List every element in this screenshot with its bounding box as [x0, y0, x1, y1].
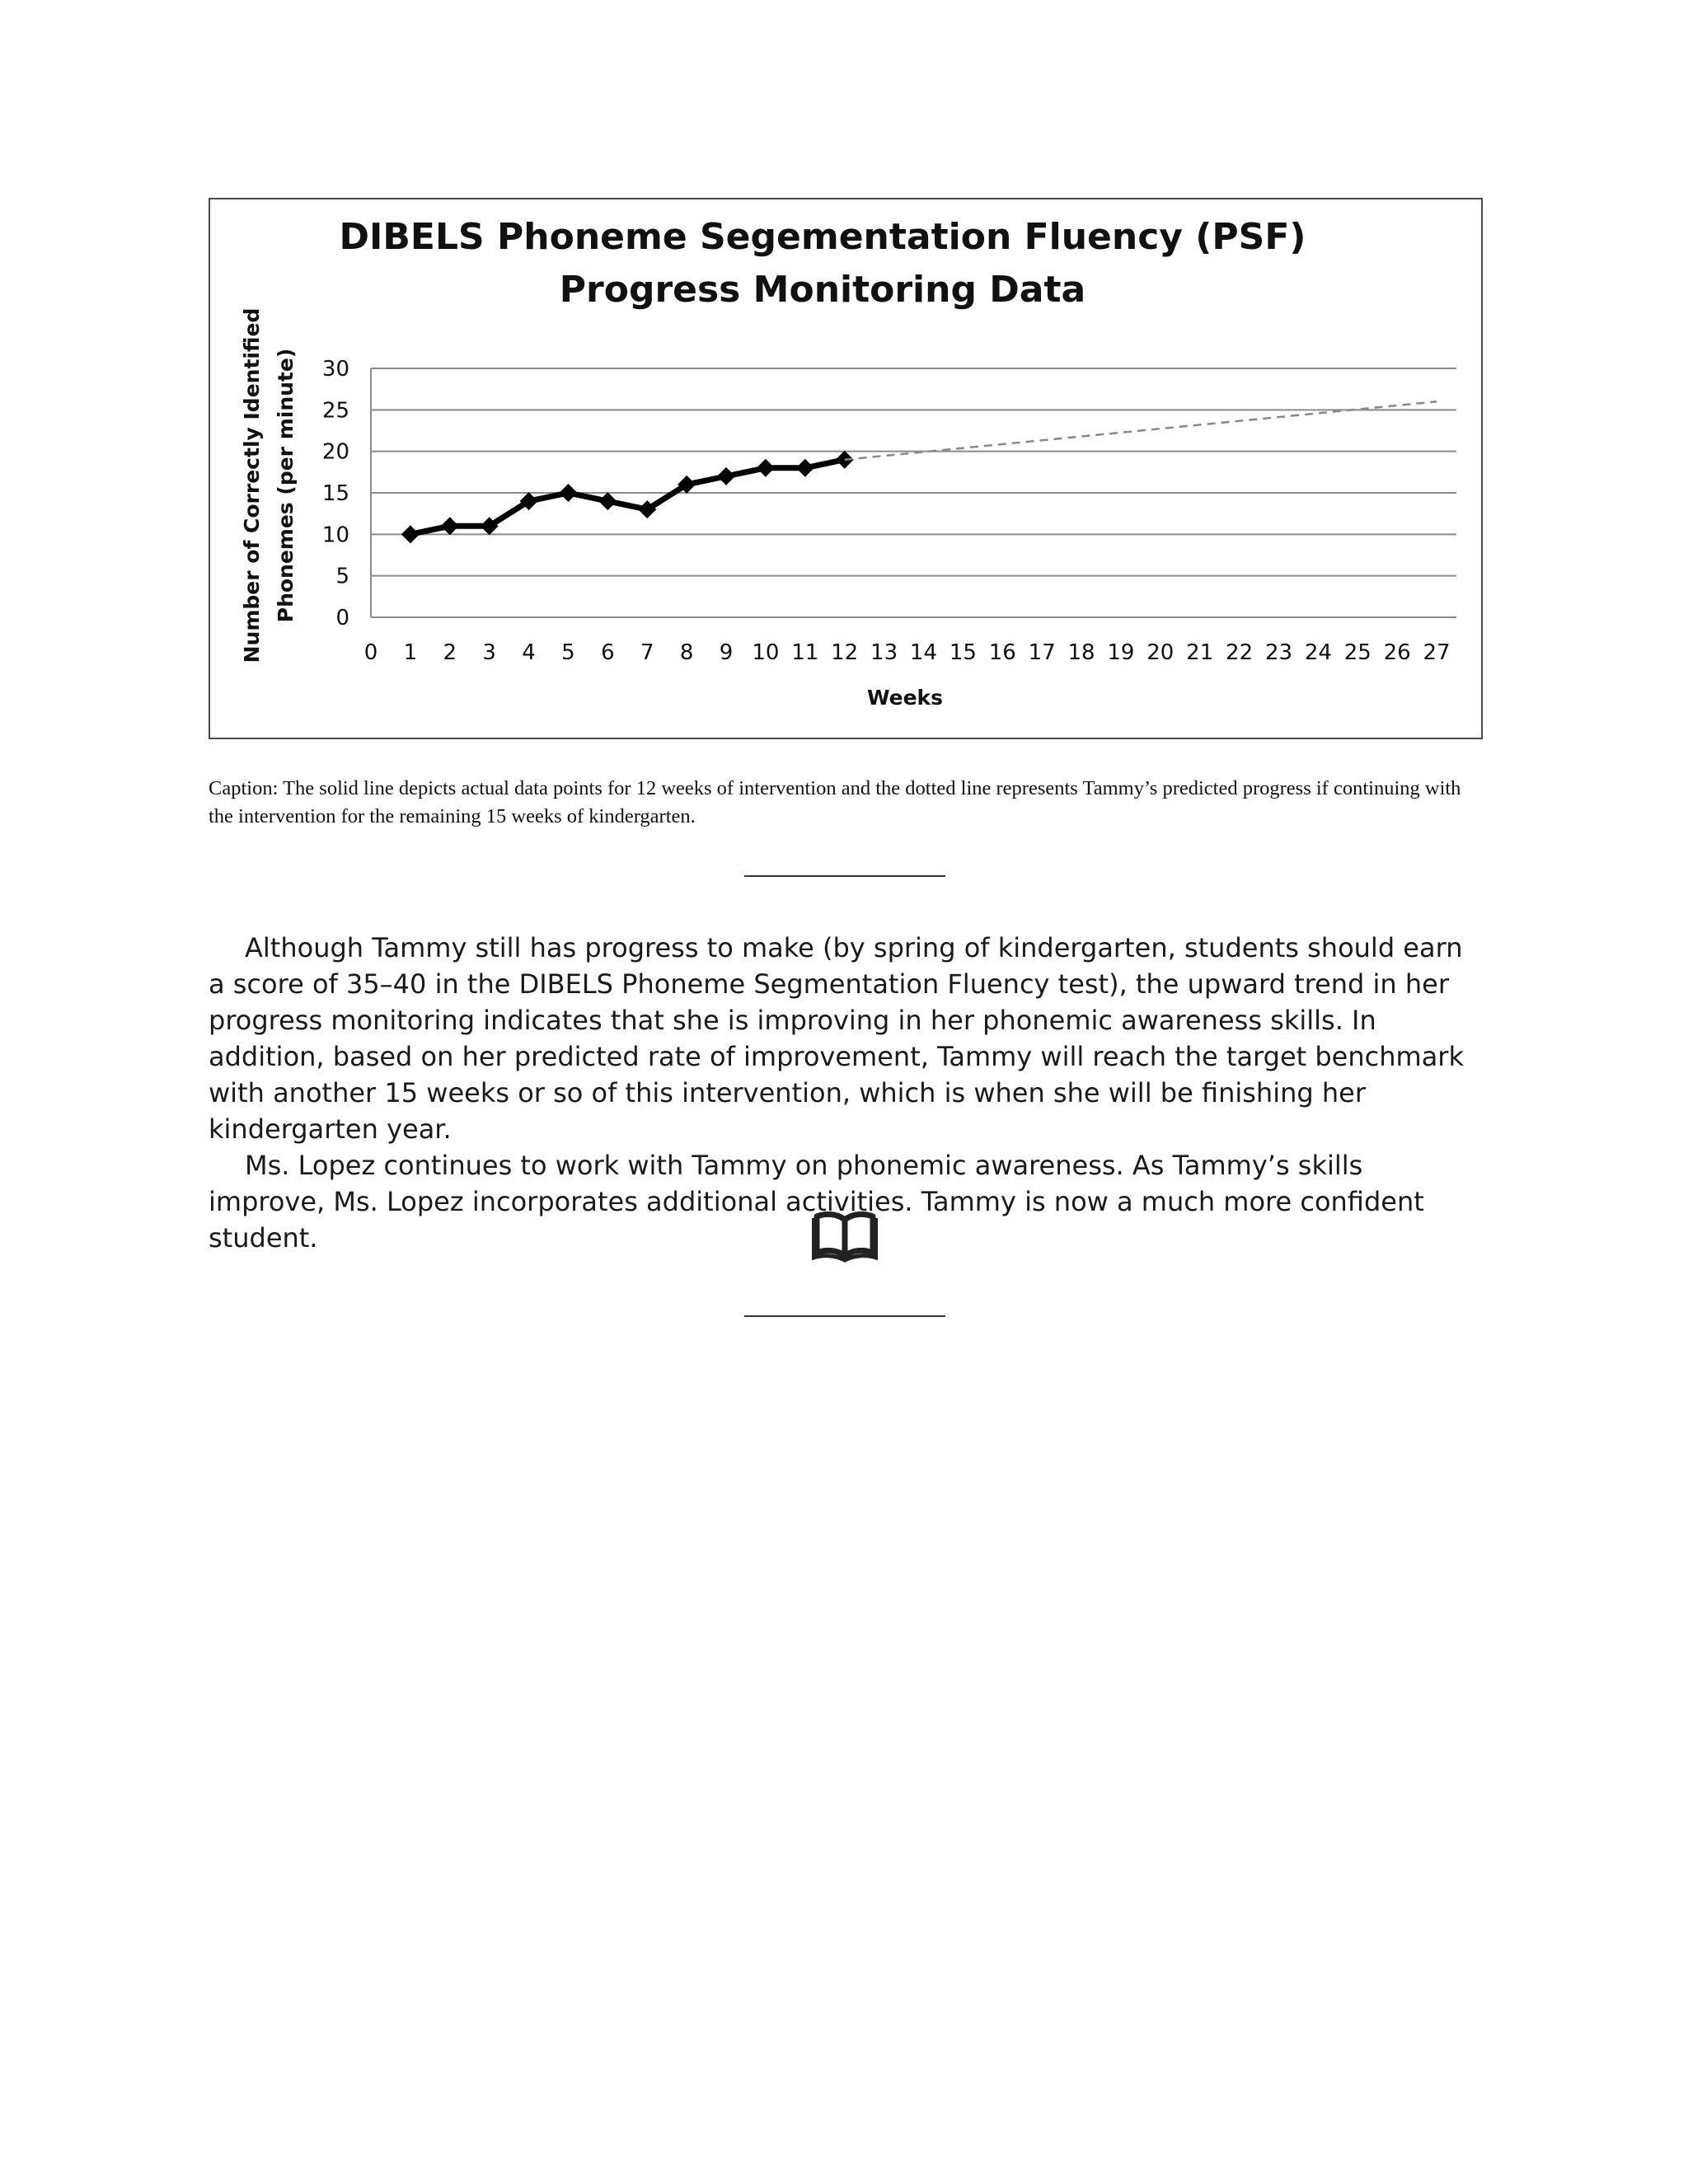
x-tick-label: 14 — [909, 640, 938, 665]
x-tick-label: 13 — [870, 640, 898, 665]
data-point — [598, 492, 617, 510]
y-tick-label: 0 — [335, 606, 349, 630]
x-tick-label: 15 — [949, 640, 977, 665]
paragraph: Ms. Lopez continues to work with Tammy on phonemic awareness. As Tammy’s skills improve, Ms. Lopez incorporates additional activities. Tammy is now a much more confident student. — [209, 1150, 1424, 1254]
y-tick-label: 25 — [321, 398, 349, 424]
x-tick-label: 9 — [719, 640, 734, 665]
y-tick-label: 15 — [321, 481, 349, 506]
x-tick-label: 22 — [1226, 640, 1254, 665]
section-divider-bottom — [744, 1315, 945, 1317]
y-tick-label: 5 — [335, 564, 349, 589]
figure-caption: Caption: The solid line depicts actual data points for 12 weeks of intervention and the dotted line represents Tammy’s predicted progress if continuing with the intervention for the remaining 15 weeks of kindergarten. — [209, 777, 1461, 827]
line-chart — [210, 199, 1481, 738]
x-tick-label: 21 — [1186, 640, 1214, 665]
x-axis-title: Weeks — [866, 686, 944, 710]
gridlines — [371, 368, 1456, 617]
x-tick-label: 20 — [1146, 640, 1175, 665]
x-tick-label: 6 — [601, 640, 615, 665]
x-tick-label: 8 — [679, 640, 694, 665]
chart-frame — [209, 198, 1483, 739]
x-tick-label: 12 — [831, 640, 859, 665]
data-point — [796, 459, 814, 477]
data-point — [757, 459, 775, 477]
y-tick-label: 20 — [321, 439, 349, 465]
x-tick-label: 27 — [1423, 640, 1451, 665]
data-point — [401, 525, 420, 543]
x-tick-label: 24 — [1304, 640, 1332, 665]
x-tick-label: 2 — [443, 640, 457, 665]
x-tick-label: 0 — [363, 640, 378, 665]
x-tick-label: 18 — [1067, 640, 1095, 665]
data-point — [559, 484, 577, 502]
x-tick-label: 5 — [561, 640, 575, 665]
x-tick-label: 4 — [522, 640, 536, 665]
data-point — [717, 467, 735, 485]
body-text — [209, 930, 1483, 1256]
x-tick-label: 16 — [988, 640, 1016, 665]
chart-title-line-1: DIBELS Phoneme Segementation Fluency (PSF) — [339, 216, 1306, 258]
data-point — [441, 517, 459, 535]
x-tick-label: 10 — [752, 640, 780, 665]
x-tick-label: 23 — [1264, 640, 1293, 665]
open-book-icon — [812, 1210, 878, 1263]
series-group — [401, 401, 1437, 543]
x-tick-label: 19 — [1107, 640, 1135, 665]
y-axis-title-line-1: Number of Correctly Identified — [240, 307, 264, 663]
x-tick-label: 25 — [1343, 640, 1372, 665]
x-tick-label: 7 — [640, 640, 654, 665]
actual-data-line — [410, 460, 845, 535]
x-tick-label: 3 — [482, 640, 496, 665]
y-axis-title-line-2: Phonemes (per minute) — [274, 348, 298, 623]
chart-title-line-2: Progress Monitoring Data — [559, 269, 1086, 311]
paragraph: Although Tammy still has progress to make (by spring of kindergarten, students should earn a score of 35–40 in the DIBELS Phoneme Segmentation Fluency test), the upward trend in her progress monitoring indicates that she is improving in her phonemic awareness skills. In addition, based on her predicted rate of improvement, Tammy will reach the target benchmark with another 15 weeks or so of this intervention, which is when she will be finishing her kindergarten year. — [209, 932, 1464, 1145]
y-tick-label: 30 — [321, 357, 349, 382]
x-tick-labels — [364, 640, 1451, 665]
section-divider-top — [744, 875, 945, 877]
y-tick-label: 10 — [321, 523, 349, 548]
y-tick-labels — [322, 357, 349, 630]
x-tick-label: 1 — [403, 640, 418, 665]
x-tick-label: 11 — [791, 640, 819, 665]
x-tick-label: 17 — [1028, 640, 1056, 665]
x-tick-label: 26 — [1383, 640, 1411, 665]
